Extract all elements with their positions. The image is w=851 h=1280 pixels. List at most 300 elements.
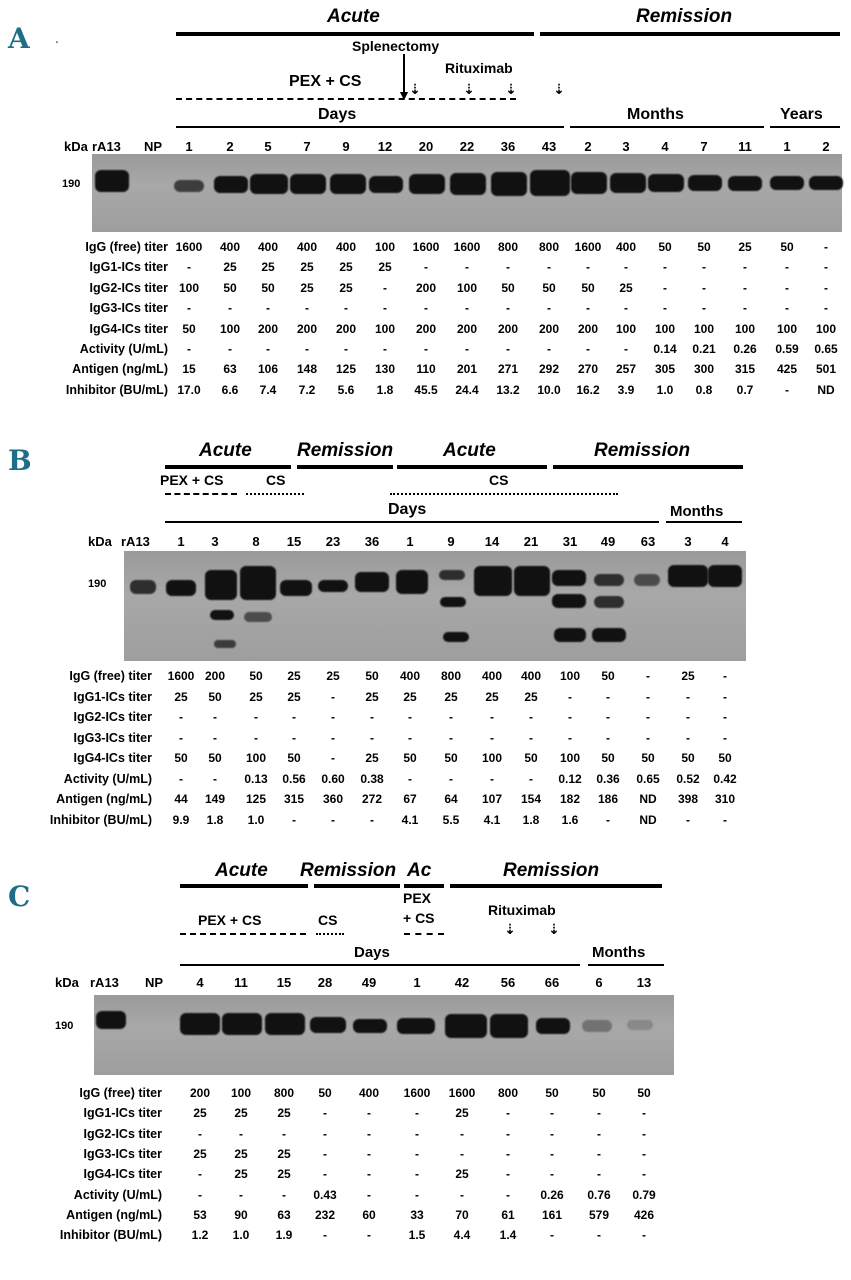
table-cell: 5.5: [442, 812, 460, 827]
table-cell: 13.2: [496, 382, 520, 397]
table-cell: -: [187, 301, 191, 316]
table-cell: -: [490, 730, 494, 745]
table-cell: 50: [501, 280, 515, 295]
table-cell: -: [702, 260, 706, 275]
lane-label: 1: [185, 139, 193, 154]
table-cell: 0.13: [244, 771, 268, 786]
table-cell: 63: [223, 362, 237, 377]
table-cell: -: [415, 1146, 419, 1161]
table-cell: -: [292, 812, 296, 827]
table-cell: 200: [538, 321, 560, 336]
table-cell: -: [239, 1187, 243, 1202]
table-cell: -: [723, 812, 727, 827]
panel-c-pex-line: [180, 933, 306, 935]
gel-band: [130, 580, 156, 594]
table-cell: -: [606, 812, 610, 827]
panel-b-days: Days: [388, 501, 427, 518]
gel-band: [205, 570, 237, 600]
table-cell: 100: [559, 669, 581, 683]
table-cell: -: [266, 342, 270, 356]
table-cell: 0.38: [360, 771, 384, 786]
lane-label: 36: [364, 534, 380, 549]
table-cell: -: [449, 771, 453, 786]
table-cell: 90: [234, 1207, 248, 1222]
gel-band: [552, 570, 586, 586]
table-cell: -: [624, 260, 628, 275]
panel-c-mw: 190: [55, 1020, 74, 1032]
panel-c-gel: [94, 995, 674, 1075]
panel-b-months: Months: [670, 503, 724, 520]
table-cell: -: [228, 342, 232, 356]
table-cell: 200: [497, 321, 519, 336]
table-cell: 25: [287, 669, 301, 683]
table-cell: -: [449, 730, 453, 745]
table-cell: 0.12: [558, 771, 582, 786]
table-cell: 50: [249, 669, 263, 683]
table-cell: 400: [358, 1086, 380, 1100]
lane-label: 4: [721, 534, 729, 549]
table-cell: -: [254, 730, 258, 745]
table-cell: -: [743, 280, 747, 295]
table-cell: 100: [481, 751, 503, 765]
table-cell: 63: [277, 1207, 291, 1222]
gel-band: [318, 580, 348, 592]
panel-c-ra13: rA13: [90, 975, 119, 990]
table-cell: 100: [815, 321, 837, 336]
panel-a-years: Years: [780, 106, 823, 123]
table-cell: 1.6: [561, 812, 579, 827]
table-cell: 125: [335, 362, 357, 377]
gel-band: [728, 176, 762, 191]
row-label: IgG2-ICs titer: [73, 710, 152, 724]
table-cell: -: [597, 1146, 601, 1161]
table-cell: 579: [588, 1207, 610, 1222]
table-cell: 110: [416, 362, 436, 377]
table-cell: 1.0: [656, 382, 674, 397]
gel-band: [353, 1019, 387, 1033]
table-cell: 25: [485, 689, 499, 704]
panel-a-rituximab: Rituximab: [445, 60, 513, 76]
table-cell: -: [266, 301, 270, 316]
rituximab-arrow-icon: ⇣: [463, 81, 475, 97]
panel-b-acute-2: Acute: [443, 440, 496, 461]
gel-band: [409, 174, 445, 194]
table-cell: -: [460, 1126, 464, 1141]
table-cell: 50: [318, 1086, 332, 1100]
table-cell: 0.56: [282, 771, 306, 786]
table-cell: -: [550, 1126, 554, 1141]
table-cell: 200: [257, 321, 279, 336]
gel-band: [536, 1018, 570, 1034]
table-cell: 154: [520, 792, 542, 806]
table-cell: 50: [208, 751, 222, 765]
table-cell: 1.8: [522, 812, 540, 827]
table-cell: -: [370, 812, 374, 827]
table-cell: 426: [633, 1207, 655, 1222]
rituximab-arrow-icon: ⇣: [548, 921, 560, 937]
table-cell: 1.9: [275, 1228, 293, 1243]
table-cell: -: [460, 1146, 464, 1161]
table-cell: 310: [714, 792, 736, 806]
gel-band: [594, 574, 624, 586]
table-cell: 0.21: [692, 342, 716, 356]
table-cell: 25: [524, 689, 538, 704]
panel-c-cs: CS: [318, 912, 338, 928]
panel-c-days-bar: [180, 964, 580, 966]
lane-label: 13: [636, 975, 652, 990]
table-cell: -: [785, 301, 789, 316]
lane-label: 6: [595, 975, 603, 990]
table-cell: 100: [734, 321, 756, 336]
table-cell: 400: [257, 240, 279, 254]
table-cell: 25: [277, 1167, 291, 1182]
table-cell: 7.4: [259, 382, 277, 397]
table-cell: 200: [335, 321, 357, 336]
table-cell: -: [282, 1126, 286, 1141]
table-cell: 7.2: [298, 382, 316, 397]
table-cell: -: [642, 1167, 646, 1182]
table-cell: -: [686, 710, 690, 724]
gel-band: [397, 1018, 435, 1034]
table-cell: -: [547, 301, 551, 316]
panel-a-remission: Remission: [636, 6, 733, 27]
table-cell: -: [292, 710, 296, 724]
gel-band: [290, 174, 326, 194]
row-label: Antigen (ng/mL): [66, 1207, 162, 1222]
table-cell: 0.59: [775, 342, 799, 356]
row-label: Inhibitor (BU/mL): [49, 812, 152, 827]
gel-band: [310, 1017, 346, 1033]
table-cell: 50: [261, 280, 275, 295]
table-cell: -: [370, 730, 374, 745]
gel-band: [770, 176, 804, 190]
row-label: IgG (free) titer: [69, 669, 152, 683]
table-cell: 100: [374, 240, 396, 254]
table-cell: 182: [559, 792, 581, 806]
panel-b-cs-2: CS: [489, 472, 509, 488]
panel-b-acute-bar-2: [397, 465, 547, 469]
table-cell: -: [785, 280, 789, 295]
panel-a-acute: Acute: [327, 6, 380, 27]
table-cell: 315: [734, 362, 756, 377]
panel-a-kda: kDa: [64, 139, 88, 154]
table-cell: 257: [615, 362, 637, 377]
table-cell: -: [282, 1187, 286, 1202]
panel-a-days: Days: [318, 106, 357, 123]
table-cell: 25: [234, 1167, 248, 1182]
panel-a-letter: A: [8, 22, 30, 55]
row-label: IgG4-ICs titer: [73, 751, 152, 765]
panel-c-pex: PEX: [403, 890, 432, 906]
table-cell: 45.5: [414, 382, 438, 397]
table-cell: -: [213, 730, 217, 745]
table-cell: 305: [654, 362, 676, 377]
table-cell: 1.4: [499, 1228, 517, 1243]
table-cell: -: [465, 301, 469, 316]
table-cell: 1600: [403, 1086, 431, 1100]
lane-label: 15: [276, 975, 292, 990]
panel-c-acute-bar: [180, 884, 308, 888]
rituximab-arrow-icon: ⇣: [553, 81, 565, 97]
table-cell: -: [568, 710, 572, 724]
table-cell: -: [367, 1167, 371, 1182]
table-cell: -: [383, 342, 387, 356]
row-label: Antigen (ng/mL): [56, 792, 152, 806]
table-cell: 50: [592, 1086, 606, 1100]
gel-band: [708, 565, 742, 587]
gel-band: [265, 1013, 305, 1035]
gel-band: [594, 596, 624, 608]
table-cell: 0.7: [736, 382, 754, 397]
table-cell: 25: [339, 260, 353, 275]
lane-label: 4: [196, 975, 204, 990]
table-cell: -: [213, 771, 217, 786]
panel-b-remission-2: Remission: [594, 440, 691, 461]
table-cell: 25: [455, 1167, 469, 1182]
gel-band: [166, 580, 196, 596]
table-cell: -: [344, 301, 348, 316]
table-cell: -: [606, 710, 610, 724]
dashed-arrow-icon: ⇣: [409, 81, 421, 97]
table-cell: -: [824, 240, 828, 254]
table-cell: 200: [415, 280, 437, 295]
row-label: Activity (U/mL): [79, 342, 168, 356]
table-cell: 425: [776, 362, 798, 377]
gel-band: [474, 566, 512, 596]
table-cell: 0.60: [321, 771, 345, 786]
table-cell: 25: [234, 1106, 248, 1121]
table-cell: 25: [287, 689, 301, 704]
table-cell: -: [529, 730, 533, 745]
table-cell: 53: [193, 1207, 207, 1222]
table-cell: 25: [339, 280, 353, 295]
table-cell: -: [408, 710, 412, 724]
table-cell: 100: [456, 280, 478, 295]
table-cell: 272: [361, 792, 383, 806]
row-label: IgG2-ICs titer: [89, 280, 168, 295]
gel-band: [222, 1013, 262, 1035]
table-cell: -: [367, 1228, 371, 1243]
lane-label: 2: [584, 139, 592, 154]
table-cell: 25: [249, 689, 263, 704]
lane-label: 20: [418, 139, 434, 154]
lane-label: 63: [640, 534, 656, 549]
panel-c-ac-bar: [404, 884, 444, 888]
table-cell: -: [824, 301, 828, 316]
table-cell: -: [785, 382, 789, 397]
table-cell: -: [323, 1228, 327, 1243]
row-label: IgG1-ICs titer: [73, 689, 152, 704]
table-cell: -: [646, 669, 650, 683]
table-cell: 25: [300, 260, 314, 275]
gel-band: [445, 1014, 487, 1038]
lane-label: 8: [252, 534, 260, 549]
table-cell: 50: [174, 751, 188, 765]
table-cell: 0.76: [587, 1187, 611, 1202]
table-cell: 25: [738, 240, 752, 254]
table-cell: -: [449, 710, 453, 724]
panel-b-remission-bar-1: [297, 465, 393, 469]
row-label: IgG4-ICs titer: [89, 321, 168, 336]
table-cell: -: [723, 689, 727, 704]
table-cell: ND: [639, 812, 657, 827]
table-cell: 25: [277, 1106, 291, 1121]
table-cell: -: [550, 1228, 554, 1243]
table-cell: 800: [538, 240, 560, 254]
rituximab-arrow-icon: ⇣: [505, 81, 517, 97]
table-cell: 4.4: [453, 1228, 471, 1243]
panel-a-ra13: rA13: [92, 139, 121, 154]
table-cell: 270: [577, 362, 599, 377]
table-cell: 100: [776, 321, 798, 336]
panel-c-cs-line: [316, 933, 344, 935]
table-cell: 0.79: [632, 1187, 656, 1202]
row-label: IgG1-ICs titer: [89, 260, 168, 275]
panel-b-mw: 190: [88, 578, 107, 590]
table-cell: -: [723, 730, 727, 745]
table-cell: -: [506, 1167, 510, 1182]
gel-band: [244, 612, 272, 622]
panel-a-remission-bar: [540, 32, 840, 36]
lane-label: 2: [822, 139, 830, 154]
lane-label: 28: [317, 975, 333, 990]
table-cell: 292: [538, 362, 560, 377]
gel-band: [180, 1013, 220, 1035]
table-cell: 25: [277, 1146, 291, 1161]
table-cell: 50: [601, 751, 615, 765]
table-cell: 50: [444, 751, 458, 765]
table-cell: 1.8: [206, 812, 224, 827]
table-cell: -: [424, 301, 428, 316]
table-cell: -: [331, 730, 335, 745]
table-cell: 106: [257, 362, 279, 377]
table-cell: -: [415, 1187, 419, 1202]
table-cell: 33: [410, 1207, 424, 1222]
table-cell: 1600: [175, 240, 203, 254]
table-cell: 271: [497, 362, 519, 377]
table-cell: 100: [374, 321, 396, 336]
row-label: Inhibitor (BU/mL): [59, 1228, 162, 1243]
gel-band: [648, 174, 684, 192]
table-cell: 200: [415, 321, 437, 336]
panel-b-cs-1: CS: [266, 472, 286, 488]
table-cell: -: [597, 1106, 601, 1121]
table-cell: 50: [223, 280, 237, 295]
lane-label: 11: [234, 975, 248, 990]
lane-label: 21: [523, 534, 539, 549]
lane-label: 1: [177, 534, 185, 549]
gel-band: [355, 572, 389, 592]
gel-band: [443, 632, 469, 642]
panel-b-cs-line-1: [246, 493, 304, 495]
lane-label: 49: [600, 534, 616, 549]
gel-band: [450, 173, 486, 195]
table-cell: 4.1: [483, 812, 501, 827]
table-cell: -: [686, 812, 690, 827]
panel-b-cs-line-2: [390, 493, 618, 495]
table-cell: -: [824, 280, 828, 295]
table-cell: -: [568, 689, 572, 704]
table-cell: -: [179, 771, 183, 786]
panel-c-kda: kDa: [55, 975, 79, 990]
panel-b-days-bar: [165, 521, 659, 523]
table-cell: 10.0: [537, 382, 561, 397]
table-cell: 1600: [574, 240, 602, 254]
table-cell: 50: [182, 321, 196, 336]
table-cell: -: [408, 730, 412, 745]
table-cell: 25: [681, 669, 695, 683]
lane-label: 36: [500, 139, 516, 154]
table-cell: 800: [440, 669, 462, 683]
table-cell: -: [785, 260, 789, 275]
gel-band: [552, 594, 586, 608]
table-cell: 148: [296, 362, 318, 377]
table-cell: -: [506, 1146, 510, 1161]
table-cell: 0.43: [313, 1187, 337, 1202]
table-cell: 800: [497, 240, 519, 254]
panel-b-remission-1: Remission: [297, 440, 394, 461]
table-cell: 398: [677, 792, 699, 806]
panel-b-pex-line: [165, 493, 237, 495]
table-cell: -: [506, 260, 510, 275]
gel-band: [214, 176, 248, 193]
table-cell: 3.9: [617, 382, 635, 397]
gel-band: [491, 172, 527, 196]
table-cell: -: [743, 301, 747, 316]
table-cell: 44: [174, 792, 188, 806]
lane-label: 49: [361, 975, 377, 990]
table-cell: -: [506, 301, 510, 316]
table-cell: -: [663, 280, 667, 295]
table-cell: -: [642, 1106, 646, 1121]
row-label: IgG (free) titer: [79, 1086, 162, 1100]
gel-band: [439, 570, 465, 580]
table-cell: 300: [693, 362, 715, 377]
table-cell: -: [490, 710, 494, 724]
table-cell: 0.52: [676, 771, 700, 786]
gel-band: [582, 1020, 612, 1032]
table-cell: -: [642, 1146, 646, 1161]
table-cell: -: [239, 1126, 243, 1141]
table-cell: 25: [193, 1106, 207, 1121]
table-cell: 1600: [167, 669, 195, 683]
table-cell: -: [550, 1106, 554, 1121]
panel-b-acute-1: Acute: [199, 440, 252, 461]
table-cell: -: [228, 301, 232, 316]
lane-label: 7: [700, 139, 708, 154]
panel-c-months: Months: [592, 944, 646, 961]
table-cell: 16.2: [576, 382, 600, 397]
table-cell: 400: [219, 240, 241, 254]
panel-c-remission-bar-2: [450, 884, 662, 888]
lane-label: 23: [325, 534, 341, 549]
panel-c-letter: C: [8, 880, 31, 913]
row-label: Inhibitor (BU/mL): [65, 382, 168, 397]
table-cell: -: [824, 260, 828, 275]
table-cell: 200: [456, 321, 478, 336]
table-cell: 400: [296, 240, 318, 254]
table-cell: 1600: [412, 240, 440, 254]
table-cell: -: [383, 280, 387, 295]
table-cell: 800: [273, 1086, 295, 1100]
table-cell: 50: [365, 669, 379, 683]
table-cell: -: [702, 301, 706, 316]
table-cell: -: [646, 730, 650, 745]
panel-c-remission-bar-1: [314, 884, 400, 888]
table-cell: 501: [815, 362, 837, 377]
gel-band: [96, 1011, 126, 1029]
table-cell: 1.8: [376, 382, 394, 397]
